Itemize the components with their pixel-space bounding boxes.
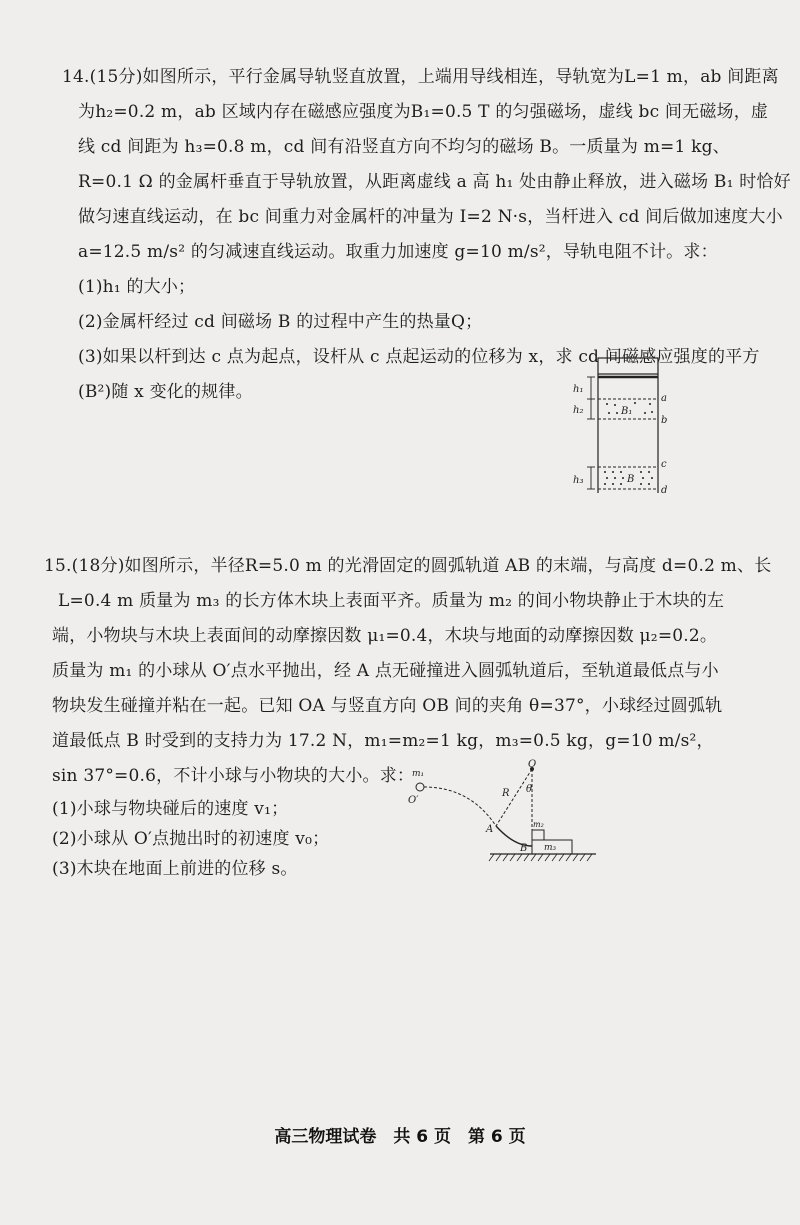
label-A: A	[486, 824, 494, 835]
label-R: R	[502, 788, 510, 799]
q15-line-6: 道最低点 B 时受到的支持力为 17.2 N，m₁=m₂=1 kg，m₃=0.5 kg，g=10 m/s²，	[52, 731, 714, 751]
label-B: B	[627, 474, 635, 485]
label-a: a	[661, 393, 667, 404]
label-m1: m₁	[412, 769, 425, 779]
label-m3: m₃	[544, 843, 557, 853]
label-h1: h₁	[573, 384, 584, 395]
q15-line-8: (1)小球与物块碰后的速度 v₁；	[52, 799, 289, 819]
label-b: b	[661, 415, 668, 426]
q14-line-8: (2)金属杆经过 cd 间磁场 B 的过程中产生的热量Q；	[78, 312, 483, 332]
q14-line-9: (3)如果以杆到达 c 点为起点，设杆从 c 点起运动的位移为 x，求 cd 间磁感应强度的平方	[78, 347, 760, 367]
q15-arc-track-diagram	[400, 758, 600, 870]
page-footer: 高三物理试卷 共 6 页 第 6 页	[274, 1127, 526, 1147]
q14-line-2: 为h₂=0.2 m，ab 区域内存在磁感应强度为B₁=0.5 T 的匀强磁场，虚线 bc 间无磁场，虚	[78, 102, 769, 122]
q15-line-9: (2)小球从 O′点抛出时的初速度 v₀；	[52, 829, 330, 849]
q14-line-3: 线 cd 间距为 h₃=0.8 m，cd 间有沿竖直方向不均匀的磁场 B。一质量为 m=1 kg、	[78, 137, 730, 157]
q14-line-7: (1)h₁ 的大小；	[78, 277, 196, 297]
q14-line-10: (B²)随 x 变化的规律。	[78, 382, 253, 402]
q14-line-6: a=12.5 m/s² 的匀减速直线运动。取重力加速度 g=10 m/s²，导轨电阻不计。求：	[78, 242, 718, 262]
q15-line-5: 物块发生碰撞并粘在一起。已知 OA 与竖直方向 OB 间的夹角 θ=37°，小球经过圆弧轨	[52, 696, 723, 716]
label-m2: m₂	[533, 820, 544, 829]
q14-rail-diagram	[555, 355, 675, 500]
q15-line-2: L=0.4 m 质量为 m₃ 的长方体木块上表面平齐。质量为 m₂ 的间小物块静止于木块的左	[58, 591, 725, 611]
q15-line-10: (3)木块在地面上前进的位移 s。	[52, 859, 298, 879]
q15-line-7: sin 37°=0.6，不计小球与小物块的大小。求：	[52, 766, 415, 786]
q15-line-3: 端，小物块与木块上表面间的动摩擦因数 μ₁=0.4，木块与地面的动摩擦因数 μ₂=0.2。	[52, 626, 718, 646]
label-theta: θ	[526, 784, 533, 795]
label-O: O	[528, 759, 537, 770]
label-B1: B₁	[621, 406, 633, 417]
q14-line-4: R=0.1 Ω 的金属杆垂直于导轨放置，从距离虚线 a 高 h₁ 处由静止释放，进入磁场 B₁ 时恰好	[78, 172, 791, 192]
q15-line-4: 质量为 m₁ 的小球从 O′点水平抛出，经 A 点无碰撞进入圆弧轨道后，至轨道最低点与小	[52, 661, 719, 681]
label-O-prime: O′	[408, 795, 419, 806]
label-d: d	[661, 485, 668, 496]
label-h2: h₂	[573, 405, 584, 416]
label-h3: h₃	[573, 475, 584, 486]
label-c: c	[661, 459, 667, 470]
q15-line-1: 15.(18分)如图所示，半径R=5.0 m 的光滑固定的圆弧轨道 AB 的末端，与高度 d=0.2 m、长	[44, 556, 772, 576]
label-B-point: B	[520, 843, 528, 854]
q14-line-1: 14.(15分)如图所示，平行金属导轨竖直放置，上端用导线相连，导轨宽为L=1 m，ab 间距离	[62, 67, 779, 87]
q14-line-5: 做匀速直线运动，在 bc 间重力对金属杆的冲量为 I=2 N·s，当杆进入 cd 间后做加速度大小	[78, 207, 783, 227]
